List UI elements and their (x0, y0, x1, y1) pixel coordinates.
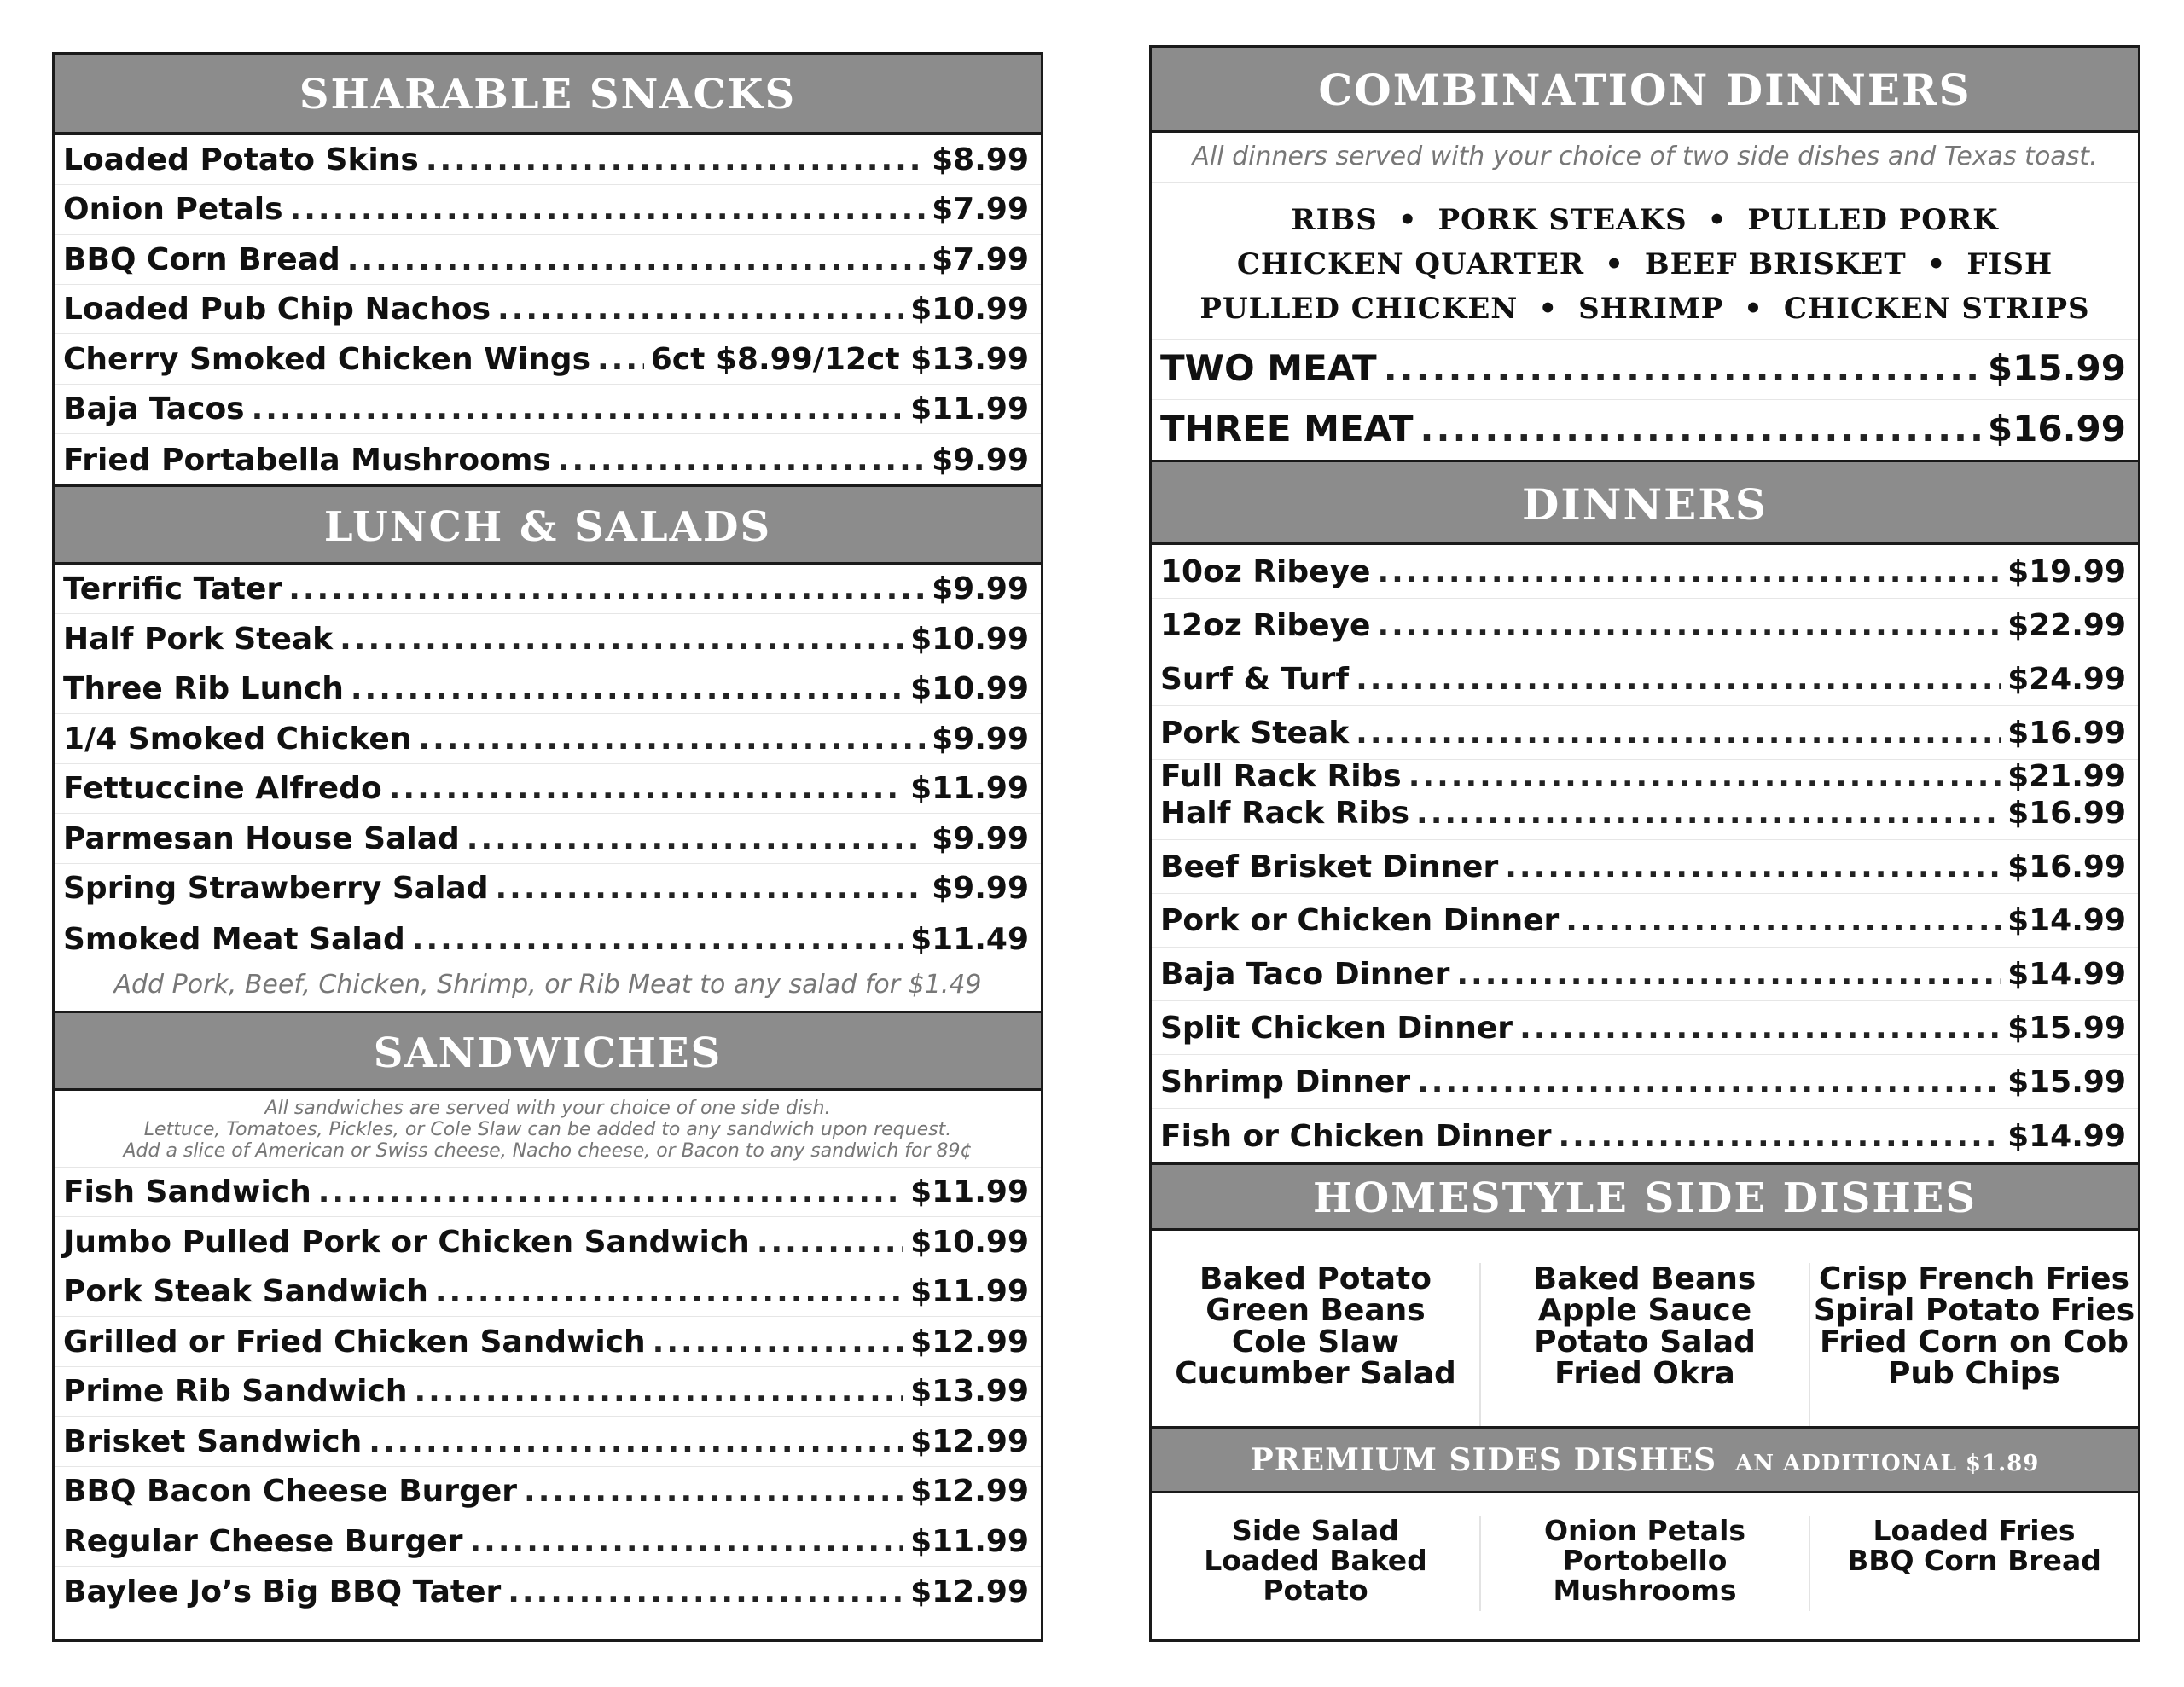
menu-item-price: $11.99 (910, 771, 1029, 806)
meat-choice: PORK STEAKS (1438, 203, 1687, 237)
menu-item-row (55, 385, 1041, 435)
menu-item-name: Baja Taco Dinner (1160, 957, 1450, 992)
combo-meat-choices (1152, 183, 2138, 340)
dot-leader (435, 1274, 903, 1309)
menu-item-row (1152, 545, 2138, 599)
menu-item-price: $8.99 (932, 142, 1029, 177)
meat-choice: SHRIMP (1578, 292, 1724, 326)
bullet-separator: • (1707, 203, 1728, 237)
meat-choice: CHICKEN STRIPS (1783, 292, 2090, 326)
dot-leader (495, 871, 925, 906)
combo-note: All dinners served with your choice of two side dishes and Texas toast. (1152, 133, 2138, 183)
menu-item-price: $9.99 (932, 820, 1029, 856)
menu-item-row (55, 1217, 1041, 1267)
menu-item-name: 10oz Ribeye (1160, 554, 1371, 589)
menu-item-price: $12.99 (910, 1324, 1029, 1359)
menu-item-price: $11.99 (910, 1174, 1029, 1209)
dot-leader (1409, 759, 2001, 794)
side-dish-column (1481, 1263, 1810, 1426)
menu-item-name: Brisket Sandwich (63, 1423, 363, 1459)
meat-choice: PULLED PORK (1747, 203, 1999, 237)
sandwich-note-line: Lettuce, Tomatoes, Pickles, or Cole Slaw can be added to any sandwich upon request. (143, 1118, 952, 1140)
side-dish-item: Baked Potato (1199, 1261, 1432, 1296)
dot-leader (1384, 347, 1981, 389)
right-menu-panel (1149, 45, 2140, 1642)
side-dish-item: Green Beans (1205, 1293, 1426, 1328)
menu-item-price: $10.99 (910, 621, 1029, 657)
menu-item-price: $11.99 (910, 1523, 1029, 1559)
menu-item-row (1152, 652, 2138, 706)
menu-item-row (55, 285, 1041, 335)
menu-item-price: $16.99 (1987, 408, 2126, 449)
menu-item-row (1152, 599, 2138, 652)
dot-leader (1417, 1064, 2001, 1099)
menu-item-row (1152, 796, 2138, 840)
menu-item-row (55, 1417, 1041, 1467)
menu-item-price: $22.99 (2007, 608, 2126, 643)
menu-item-price: $10.99 (910, 671, 1029, 706)
menu-item-row (55, 1317, 1041, 1367)
menu-item-row (55, 185, 1041, 235)
menu-item-name: Full Rack Ribs (1160, 759, 1402, 794)
menu-item-name: Shrimp Dinner (1160, 1064, 1411, 1099)
menu-item-price: $15.99 (1987, 347, 2126, 389)
side-dish-item: Apple Sauce (1537, 1293, 1752, 1328)
menu-item-name: Pork Steak Sandwich (63, 1274, 428, 1309)
combo-options-list (1152, 340, 2138, 460)
menu-item-name: Fried Portabella Mushrooms (63, 442, 551, 478)
menu-item-price: 6ct $8.99/12ct $13.99 (650, 341, 1029, 377)
menu-item-price: $12.99 (910, 1423, 1029, 1459)
menu-item-price: $11.99 (910, 1274, 1029, 1309)
dinners-heading: DINNERS (1152, 460, 2138, 545)
dot-leader (412, 922, 903, 957)
dot-leader (1356, 716, 2001, 751)
dot-leader (347, 242, 925, 277)
menu-item-name: Baylee Jo’s Big BBQ Tater (63, 1574, 502, 1609)
menu-item-row (1152, 1055, 2138, 1109)
menu-item-name: Onion Petals (63, 192, 283, 227)
side-dish-item: Spiral Potato Fries (1813, 1293, 2135, 1328)
menu-item-price: $21.99 (2007, 759, 2126, 794)
dot-leader (351, 671, 903, 706)
menu-item-row (55, 913, 1041, 964)
combination-dinners-heading: COMBINATION DINNERS (1152, 48, 2138, 133)
menu-item-price: $12.99 (910, 1574, 1029, 1609)
dot-leader (757, 1225, 903, 1260)
menu-item-name: THREE MEAT (1160, 408, 1414, 449)
menu-item-price: $10.99 (910, 1224, 1029, 1260)
menu-item-name: BBQ Bacon Cheese Burger (63, 1474, 518, 1509)
menu-item-row (55, 664, 1041, 715)
menu-item-price: $16.99 (2007, 796, 2126, 831)
menu-item-row (1152, 706, 2138, 760)
menu-item-name: Half Pork Steak (63, 621, 334, 657)
menu-item-price: $15.99 (2007, 1064, 2126, 1099)
menu-item-row (1152, 340, 2138, 400)
menu-item-name: Loaded Pub Chip Nachos (63, 292, 491, 327)
menu-item-name: 1/4 Smoked Chicken (63, 721, 412, 757)
menu-item-price: $9.99 (932, 571, 1029, 606)
lunch-salads-list (55, 565, 1041, 964)
menu-item-name: BBQ Corn Bread (63, 241, 340, 277)
menu-item-name: Surf & Turf (1160, 662, 1350, 697)
menu-item-name: Grilled or Fried Chicken Sandwich (63, 1324, 646, 1359)
menu-item-row (55, 235, 1041, 285)
menu-item-name: Fish or Chicken Dinner (1160, 1119, 1552, 1154)
premium-sides-heading (1152, 1429, 2138, 1493)
menu-item-row (55, 614, 1041, 664)
side-dish-column (1481, 1516, 1810, 1611)
dot-leader (1377, 554, 2001, 589)
dot-leader (1420, 408, 1981, 449)
side-dish-item: Fried Corn on Cob (1820, 1325, 2129, 1359)
menu-item-row (55, 864, 1041, 914)
bullet-separator: • (1538, 292, 1559, 326)
menu-item-row (55, 714, 1041, 764)
menu-item-price: $11.49 (910, 921, 1029, 957)
dot-leader (469, 1524, 903, 1559)
menu-item-name: Cherry Smoked Chicken Wings (63, 341, 590, 377)
menu-item-row (1152, 840, 2138, 894)
menu-item-price: $15.99 (2007, 1011, 2126, 1046)
menu-item-row (55, 565, 1041, 615)
menu-item-price: $14.99 (2007, 903, 2126, 938)
dot-leader (508, 1574, 903, 1609)
dot-leader (340, 622, 903, 657)
menu-item-price: $7.99 (932, 192, 1029, 227)
menu-item-name: 12oz Ribeye (1160, 608, 1371, 643)
menu-item-name: Terrific Tater (63, 571, 282, 606)
side-dish-item: BBQ Corn Bread (1847, 1544, 2101, 1577)
menu-item-price: $14.99 (2007, 957, 2126, 992)
menu-item-row (1152, 948, 2138, 1001)
bullet-separator: • (1926, 247, 1947, 281)
side-dish-item: Loaded Baked Potato (1204, 1544, 1427, 1607)
dinners-list (1152, 545, 2138, 1162)
dot-leader (1558, 1119, 2001, 1154)
dot-leader (1505, 849, 2001, 884)
menu-item-name: Jumbo Pulled Pork or Chicken Sandwich (63, 1224, 750, 1260)
meat-choice-line (1152, 242, 2138, 287)
menu-item-name: Fettuccine Alfredo (63, 771, 382, 806)
menu-item-name: Regular Cheese Burger (63, 1523, 463, 1559)
menu-item-name: Split Chicken Dinner (1160, 1011, 1513, 1046)
menu-item-name: Prime Rib Sandwich (63, 1374, 408, 1409)
sandwiches-heading: SANDWICHES (55, 1011, 1041, 1091)
sandwich-note-line: All sandwiches are served with your choice of one side dish. (264, 1097, 831, 1119)
meat-choice-line (1152, 287, 2138, 331)
menu-item-row (55, 1567, 1041, 1617)
menu-item-row (55, 434, 1041, 484)
homestyle-sides-grid (1152, 1231, 2138, 1429)
menu-item-name: Beef Brisket Dinner (1160, 849, 1499, 884)
dot-leader (1377, 608, 2001, 643)
sandwich-note-line: Add a slice of American or Swiss cheese, Nacho cheese, or Bacon to any sandwich for 89¢ (123, 1139, 973, 1162)
menu-item-name: Parmesan House Salad (63, 820, 460, 856)
menu-item-row (55, 764, 1041, 815)
menu-item-name: Pork Steak (1160, 716, 1350, 751)
dot-leader (288, 571, 925, 606)
meat-choice: FISH (1966, 247, 2053, 281)
menu-item-price: $14.99 (2007, 1119, 2126, 1154)
bullet-separator: • (1605, 247, 1624, 281)
dot-leader (389, 771, 903, 806)
menu-item-price: $19.99 (2007, 554, 2126, 589)
menu-item-row (55, 1367, 1041, 1417)
side-dish-item: Potato Salad (1534, 1325, 1756, 1359)
left-menu-panel (52, 52, 1043, 1642)
side-dish-item: Loaded Fries (1873, 1514, 2076, 1547)
sandwich-notes (55, 1091, 1041, 1168)
menu-item-name: Loaded Potato Skins (63, 142, 419, 177)
premium-sides-grid (1152, 1493, 2138, 1611)
side-dish-item: Portobello Mushrooms (1553, 1544, 1737, 1607)
meat-choice: BEEF BRISKET (1644, 247, 1907, 281)
menu-item-price: $24.99 (2007, 662, 2126, 697)
dot-leader (1416, 796, 2001, 831)
side-dish-item: Crisp French Fries (1818, 1261, 2130, 1296)
menu-item-row (55, 334, 1041, 385)
dot-leader (597, 342, 644, 377)
menu-item-price: $16.99 (2007, 849, 2126, 884)
menu-item-name: Smoked Meat Salad (63, 921, 405, 957)
menu-item-name: Baja Tacos (63, 391, 245, 426)
meat-choice: CHICKEN QUARTER (1236, 247, 1585, 281)
dot-leader (369, 1424, 903, 1459)
menu-item-price: $13.99 (910, 1374, 1029, 1409)
menu-item-row (55, 135, 1041, 185)
menu-item-row (1152, 760, 2138, 796)
menu-item-name: Three Rib Lunch (63, 671, 344, 706)
lunch-salads-heading: LUNCH & SALADS (55, 484, 1041, 565)
meat-choice: PULLED CHICKEN (1199, 292, 1519, 326)
sandwiches-list (55, 1168, 1041, 1617)
side-dish-column (1810, 1263, 2138, 1426)
menu-item-price: $9.99 (932, 721, 1029, 757)
side-dish-column (1810, 1516, 2138, 1611)
menu-item-row (1152, 1001, 2138, 1055)
menu-item-price: $12.99 (910, 1474, 1029, 1509)
side-dish-item: Pub Chips (1888, 1356, 2060, 1391)
menu-item-price: $9.99 (932, 442, 1029, 478)
dot-leader (653, 1325, 903, 1359)
dot-leader (1456, 957, 2001, 992)
sharable-snacks-list (55, 135, 1041, 484)
dot-leader (524, 1474, 903, 1509)
dot-leader (467, 821, 925, 856)
dot-leader (1519, 1011, 2001, 1046)
menu-item-row (55, 1516, 1041, 1567)
side-dish-item: Fried Okra (1554, 1356, 1735, 1391)
meat-choice: RIBS (1291, 203, 1378, 237)
dot-leader (497, 292, 903, 327)
menu-item-price: $9.99 (932, 871, 1029, 906)
side-dish-column (1152, 1263, 1481, 1426)
side-dish-column (1152, 1516, 1481, 1611)
menu-item-row (55, 814, 1041, 864)
side-dish-item: Baked Beans (1533, 1261, 1757, 1296)
menu-item-name: Half Rack Ribs (1160, 796, 1410, 831)
menu-item-row (55, 1267, 1041, 1318)
menu-item-row (55, 1467, 1041, 1517)
dot-leader (426, 142, 925, 177)
dot-leader (1565, 903, 2001, 938)
salad-addon-note: Add Pork, Beef, Chicken, Shrimp, or Rib Meat to any salad for $1.49 (113, 969, 982, 1000)
dot-leader (1356, 662, 2001, 697)
side-dish-item: Onion Petals (1543, 1514, 1746, 1547)
menu-item-row (55, 1168, 1041, 1218)
menu-item-price: $11.99 (910, 391, 1029, 426)
homestyle-sides-heading: HOMESTYLE SIDE DISHES (1152, 1162, 2138, 1231)
menu-item-name: TWO MEAT (1160, 347, 1377, 389)
menu-item-row (1152, 400, 2138, 460)
menu-item-price: $7.99 (932, 241, 1029, 277)
bullet-separator: • (1397, 203, 1418, 237)
dot-leader (418, 722, 925, 757)
premium-sides-title: PREMIUM SIDES DISHES (1250, 1442, 1717, 1478)
menu-item-name: Fish Sandwich (63, 1174, 311, 1209)
meat-choice-line (1152, 198, 2138, 242)
premium-sides-subtitle: AN ADDITIONAL $1.89 (1735, 1451, 2040, 1476)
menu-item-price: $16.99 (2007, 716, 2126, 751)
side-dish-item: Cucumber Salad (1175, 1356, 1456, 1391)
menu-item-row (1152, 894, 2138, 948)
bullet-separator: • (1744, 292, 1763, 326)
menu-item-price: $10.99 (910, 292, 1029, 327)
dot-leader (558, 443, 925, 478)
side-dish-item: Cole Slaw (1231, 1325, 1400, 1359)
menu-item-row (1152, 1109, 2138, 1162)
dot-leader (415, 1374, 904, 1409)
menu-item-name: Spring Strawberry Salad (63, 871, 489, 906)
sharable-snacks-heading: SHARABLE SNACKS (55, 55, 1041, 135)
dot-leader (252, 391, 903, 426)
side-dish-item: Side Salad (1232, 1514, 1399, 1547)
dot-leader (290, 192, 926, 227)
menu-item-name: Pork or Chicken Dinner (1160, 903, 1560, 938)
dot-leader (318, 1174, 903, 1209)
